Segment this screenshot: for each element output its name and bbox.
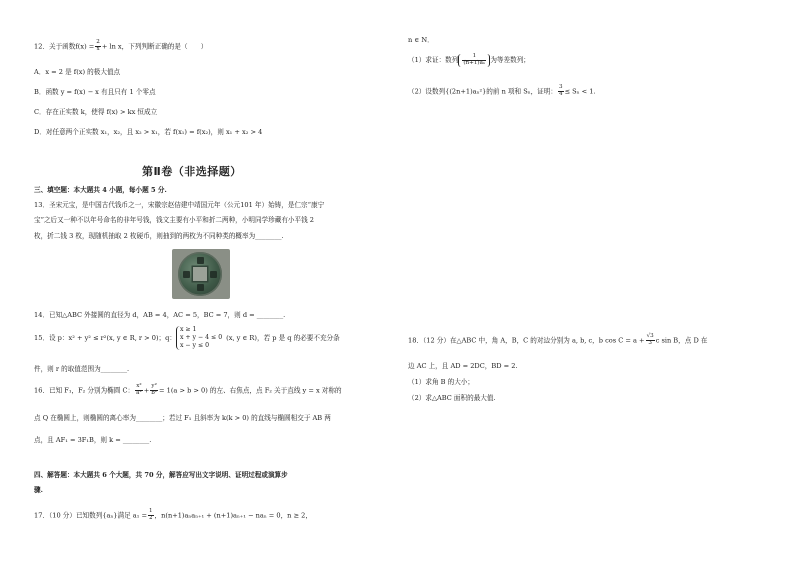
q17-part1-frac bbox=[462, 54, 486, 67]
q12-frac-num: 2 bbox=[96, 39, 100, 45]
q18-frac bbox=[646, 334, 655, 347]
q18-num: √3 bbox=[646, 333, 654, 339]
q17-part1-num: 1 bbox=[462, 54, 486, 61]
q15-line2: 件，则 r 的取值范围为________. bbox=[34, 365, 130, 373]
q17-stem bbox=[34, 509, 312, 522]
q13-line1: 13．圣宋元宝，是中国古代钱币之一，宋徽宗赵佶建中靖国元年（公元101 年）始铸，是仁宗“康宁 bbox=[34, 201, 325, 209]
q18-line2: 边 AC 上，且 AD = 2DC，BD = 2. bbox=[408, 362, 518, 370]
q18-stem bbox=[408, 334, 707, 347]
q18-part2: （2）求△ABC 面积的最大值. bbox=[408, 394, 496, 402]
q16-line1: 16．已知 F₁，F₂ 分别为椭圆 C： $\frac{\text{x²}}{\text{a²}}$ + $\frac{\text{y²}}{\text{b²}}$ = 1(a > b > 0) 的左、右焦点，点 F₂ 关于直线 y = x 对称的 bbox=[34, 383, 342, 396]
q17-den: 2 bbox=[148, 514, 153, 521]
q17-part2 bbox=[408, 85, 596, 98]
q17-part2-text-a: （2）设数列{(2n+1)aₙ²}的前 n 项和 Sₙ，证明： bbox=[408, 87, 557, 96]
q16-frac-x bbox=[135, 384, 143, 397]
coin-glyph-right bbox=[210, 271, 217, 278]
q13-line2: 宝”之后又一种不以年号命名的非年号钱，钱文主要有小平和折二两种，小明同学珍藏有小平钱 2 bbox=[34, 216, 315, 224]
q16-line3: 点，且 AF₁ = 3F₁B，则 k = ________. bbox=[34, 436, 152, 444]
q17-part1-seq bbox=[458, 54, 490, 67]
q17-continued: n ∈ N． bbox=[408, 36, 434, 44]
q12-stem bbox=[34, 40, 207, 53]
q18-text-a: 18．（12 分）在△ABC 中，角 A，B，C 的对边分别为 a, b, c，b cos C = a + bbox=[408, 336, 645, 345]
q15-text-b: (x, y ∈ R)，若 p 是 q 的必要不充分条 bbox=[226, 333, 340, 342]
q15-text-a: 15．设 p：x² + y² ≤ r²(x, y ∈ R, r > 0)；q： bbox=[34, 333, 176, 342]
q16-b2: b² bbox=[151, 389, 158, 396]
q12-fraction bbox=[95, 40, 101, 53]
q17-num: 1 bbox=[148, 508, 153, 514]
q15-system bbox=[176, 326, 222, 350]
q17-part1-text-b: 为等差数列； bbox=[490, 56, 530, 65]
q12-option-d: D．对任意两个正实数 x₁，x₂，且 x₂ > x₁，若 f(x₁) = f(x₂)，则 x₁ + x₂ > 4 bbox=[34, 128, 263, 136]
q16-text-b: = 1(a > b > 0) 的左、右焦点，点 F₂ 关于直线 y = x 对称的 bbox=[159, 386, 342, 395]
q16-line2: 点 Q 在椭圆上，则椭圆的离心率为________；若过 F₁ 且斜率为 k(k > 0) 的直线与椭圆相交于 AB 两 bbox=[34, 414, 331, 422]
q17-part2-num: 3 bbox=[558, 84, 563, 90]
part4-heading: 四、解答题：本大题共 6 个大题，共 70 分，解答应写出文字说明、证明过程或演算步 bbox=[34, 471, 288, 479]
q12-option-b: B．函数 y = f(x) − x 有且只有 1 个零点 bbox=[34, 88, 156, 96]
q15-sys1: x ≥ 1 bbox=[179, 326, 197, 333]
q16-x2: x² bbox=[136, 383, 142, 389]
q16-y2: y² bbox=[151, 383, 157, 389]
q18-den: 3 bbox=[648, 339, 652, 346]
q17-frac bbox=[148, 509, 154, 522]
q17-part2-den: 4 bbox=[558, 90, 563, 97]
q12-fx: f(x) = bbox=[75, 42, 95, 51]
q17-part1 bbox=[408, 54, 530, 67]
q16-a2: a² bbox=[136, 389, 142, 396]
coin-glyph-bottom bbox=[197, 284, 204, 291]
q12-option-a: A．x = 2 是 f(x) 的极大值点 bbox=[34, 68, 121, 76]
q18-part1: （1）求角 B 的大小； bbox=[408, 378, 474, 386]
q12-stem-text: 12．关于函数 bbox=[34, 42, 76, 51]
q17-part1-den: (n+1)aₙ bbox=[463, 59, 486, 66]
part4-heading-cont: 骤. bbox=[34, 486, 43, 494]
part3-heading: 三、填空题：本大题共 4 小题，每小题 5 分. bbox=[34, 186, 167, 194]
q12-option-c: C．存在正实数 k，使得 f(x) > kx 恒成立 bbox=[34, 108, 158, 116]
q16-text-a: 16．已知 F₁，F₂ 分别为椭圆 C： bbox=[34, 386, 135, 395]
q18-text-b: c sin B，点 D 在 bbox=[655, 336, 708, 345]
q12-stem-tail: + ln x，下列判断正确的是（ ） bbox=[101, 42, 208, 51]
coin-glyph-left bbox=[183, 271, 190, 278]
q17-text-a: 17．（10 分）已知数列{aₙ}满足 a₁ = bbox=[34, 511, 147, 520]
q15-sys2: x + y − 4 ≤ 0 bbox=[179, 333, 223, 341]
q17-text-b: ，n(n+1)aₙaₙ₊₁ + (n+1)aₙ₊₁ − naₙ = 0，n ≥ 2， bbox=[154, 511, 312, 520]
q15-sys3: x − y ≤ 0 bbox=[179, 341, 210, 349]
coin-image bbox=[172, 249, 230, 299]
coin-disc bbox=[178, 252, 222, 296]
q14: 14．已知△ABC 外接圆的直径为 d，AB = 4，AC = 5，BC = 7，则 d = ________. bbox=[34, 311, 286, 319]
q15-line1 bbox=[34, 326, 340, 350]
coin-hole bbox=[193, 267, 207, 281]
coin-glyph-top bbox=[197, 257, 204, 264]
q17-part1-text-a: （1）求证：数列 bbox=[408, 56, 459, 65]
q12-frac-den: x bbox=[96, 45, 100, 52]
section-title: 第Ⅱ卷（非选择题） bbox=[142, 165, 242, 178]
q16-frac-y bbox=[150, 384, 158, 397]
q17-part2-frac bbox=[558, 85, 564, 98]
q17-part2-text-b: ≤ Sₙ < 1. bbox=[564, 87, 596, 96]
q13-line3: 枚，折二钱 3 枚，现随机抽取 2 枚硬币，则抽到的两枚为不同种类的概率为________. bbox=[34, 232, 284, 240]
